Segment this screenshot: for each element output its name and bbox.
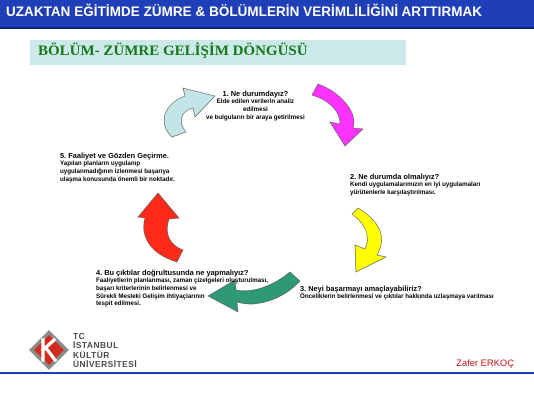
step-3 [300,285,494,301]
arrow-red [138,193,183,262]
step-5-line: uygulanmadığının izlenmesi başarıya [60,168,170,175]
step-4 [96,269,268,308]
step-4-heading: 4. Bu çıktılar doğrultusunda ne yapmalıyız? [96,268,249,277]
step-1-line: edilmesi [242,106,268,113]
step-4-line: başarı kriterlerinin belirlenmesi ve [96,285,197,292]
step-4-line: Faaliyetlerin planlanması, zaman çizelgeleri oluşturulması, [96,277,268,285]
logo-line: KÜLTÜR [73,349,110,360]
step-2-heading: 2. Ne durumda olmalıyız? [350,172,440,181]
step-5 [60,152,175,183]
logo-line: ÜNİVERSİTESİ [73,359,138,370]
step-1-heading: 1. Ne durumdayız? [222,89,289,98]
university-name [73,332,137,370]
step-2-line: Kendi uygulamalarımızın en iyi uygulamaları [350,181,481,189]
university-logo-icon [28,329,70,371]
slide-title: UZAKTAN EĞİTİMDE ZÜMRE & BÖLÜMLERİN VERİMLİLİĞİNİ ARTTIRMAK [6,4,483,19]
step-2-line: yürütenlerle karşılaştırılması. [350,189,436,196]
step-1-line: ve bulguların bir araya getirilmesi [206,113,305,121]
step-1-line: Elde edilen verilerin analiz [216,98,295,106]
step-1 [206,90,305,121]
author-name: Zafer ERKOÇ [456,357,514,368]
step-3-heading: 3. Neyi başarmayı amaçlayabiliriz? [300,284,422,293]
step-5-heading: 5. Faaliyet ve Gözden Geçirme. [60,151,169,160]
step-3-line: Önceliklerin belirlenmesi ve çıktılar hakkında uzlaşmaya varılması [300,293,494,301]
arrow-magenta [312,84,363,146]
step-4-line: tespit edilmesi. [96,300,141,308]
step-5-line: ulaşma konusunda önemli bir noktadır. [60,175,175,183]
logo-line: TC [73,331,86,341]
bottom-divider [0,372,534,374]
step-4-line: Sürekli Mesleki Gelişim ihtiyaçlarının [96,292,205,300]
step-5-line: Yapılan planların uygulanıp [60,160,141,168]
arrow-yellow [352,208,386,272]
logo-line: İSTANBUL [73,340,119,351]
step-2 [350,173,480,197]
diagram-title: BÖLÜM- ZÜMRE GELİŞİM DÖNGÜSÜ [38,43,308,59]
